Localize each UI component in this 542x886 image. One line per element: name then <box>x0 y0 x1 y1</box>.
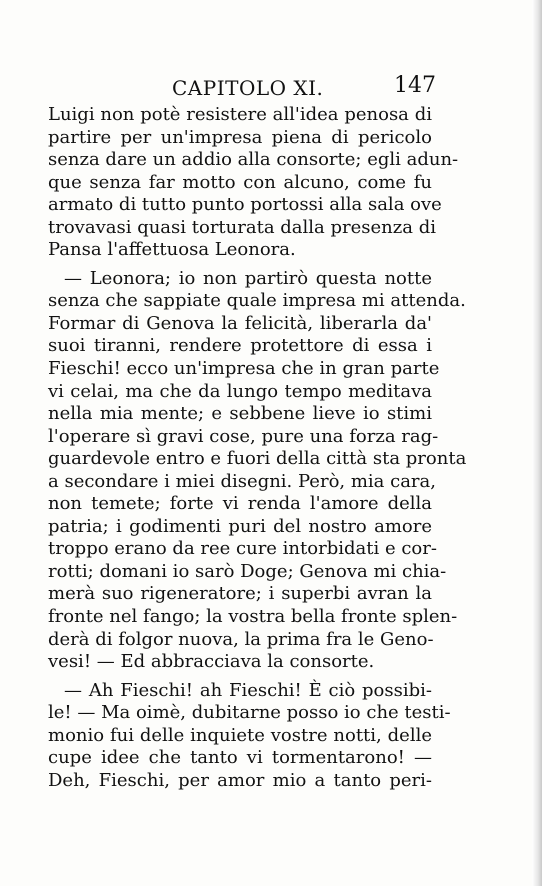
page-edge-shadow <box>532 0 542 886</box>
text-line: nella mia mente; e sebbene lieve io stimi <box>48 403 432 425</box>
text-line: Fieschi! ecco un'impresa che in gran parte <box>48 358 440 380</box>
text-line: trovavasi quasi torturata dalla presenza di <box>48 216 436 238</box>
text-line: cupe idee che tanto vi tormentarono! — <box>48 747 432 769</box>
text-line: senza che sappiate quale impresa mi attenda. <box>48 290 466 312</box>
text-line: — Leonora; io non partirò questa notte <box>64 267 432 289</box>
text-line: a secondare i miei disegni. Però, mia cara, <box>48 470 436 492</box>
text-line: merà suo rigeneratore; i superbi avran la <box>48 583 432 605</box>
paragraph-3 <box>48 679 451 793</box>
page-header <box>48 73 436 102</box>
paragraph-1 <box>48 104 459 262</box>
text-line: rotti; domani io sarò Doge; Genova mi chia- <box>48 560 447 582</box>
text-line: fronte nel fango; la vostra bella fronte splen- <box>48 606 458 628</box>
paragraph-2 <box>48 267 467 674</box>
running-head: CAPITOLO XI. <box>172 76 324 100</box>
text-line: non temete; forte vi renda l'amore della <box>48 493 432 515</box>
body-text <box>48 104 467 792</box>
text-line: l'operare sì gravi cose, pure una forza rag- <box>48 425 439 447</box>
text-line: partire per un'impresa piena di pericolo <box>48 126 432 148</box>
text-line: Deh, Fieschi, per amor mio a tanto peri- <box>48 769 432 791</box>
text-line: — Ah Fieschi! ah Fieschi! È ciò possibi- <box>64 679 432 701</box>
text-line: Pansa l'affettuosa Leonora. <box>48 239 296 261</box>
page-number: 147 <box>394 73 436 98</box>
text-line: senza dare un addio alla consorte; egli adun- <box>48 149 459 171</box>
text-line: que senza far motto con alcuno, come fu <box>48 171 432 193</box>
text-line: Formar di Genova la felicità, liberarla da' <box>48 312 432 334</box>
text-line: monio fui delle inquiete vostre notti, delle <box>48 724 432 746</box>
text-line: vesi! — Ed abbracciava la consorte. <box>48 651 375 673</box>
text-line: le! — Ma oimè, dubitarne posso io che testi- <box>48 702 451 724</box>
text-line: Luigi non potè resistere all'idea penosa di <box>48 104 432 125</box>
text-line: troppo erano da ree cure intorbidati e cor- <box>48 538 437 560</box>
text-line: patria; i godimenti puri del nostro amore <box>48 515 432 537</box>
text-line: suoi tiranni, rendere protettore di essa i <box>48 335 432 357</box>
text-line: vi celai, ma che da lungo tempo meditava <box>48 380 432 402</box>
text-line: armato di tutto punto portossi alla sala ove <box>48 194 442 216</box>
text-line: derà di folgor nuova, la prima fra le Geno- <box>48 628 434 650</box>
text-line: guardevole entro e fuori della città sta pronta <box>48 448 467 470</box>
